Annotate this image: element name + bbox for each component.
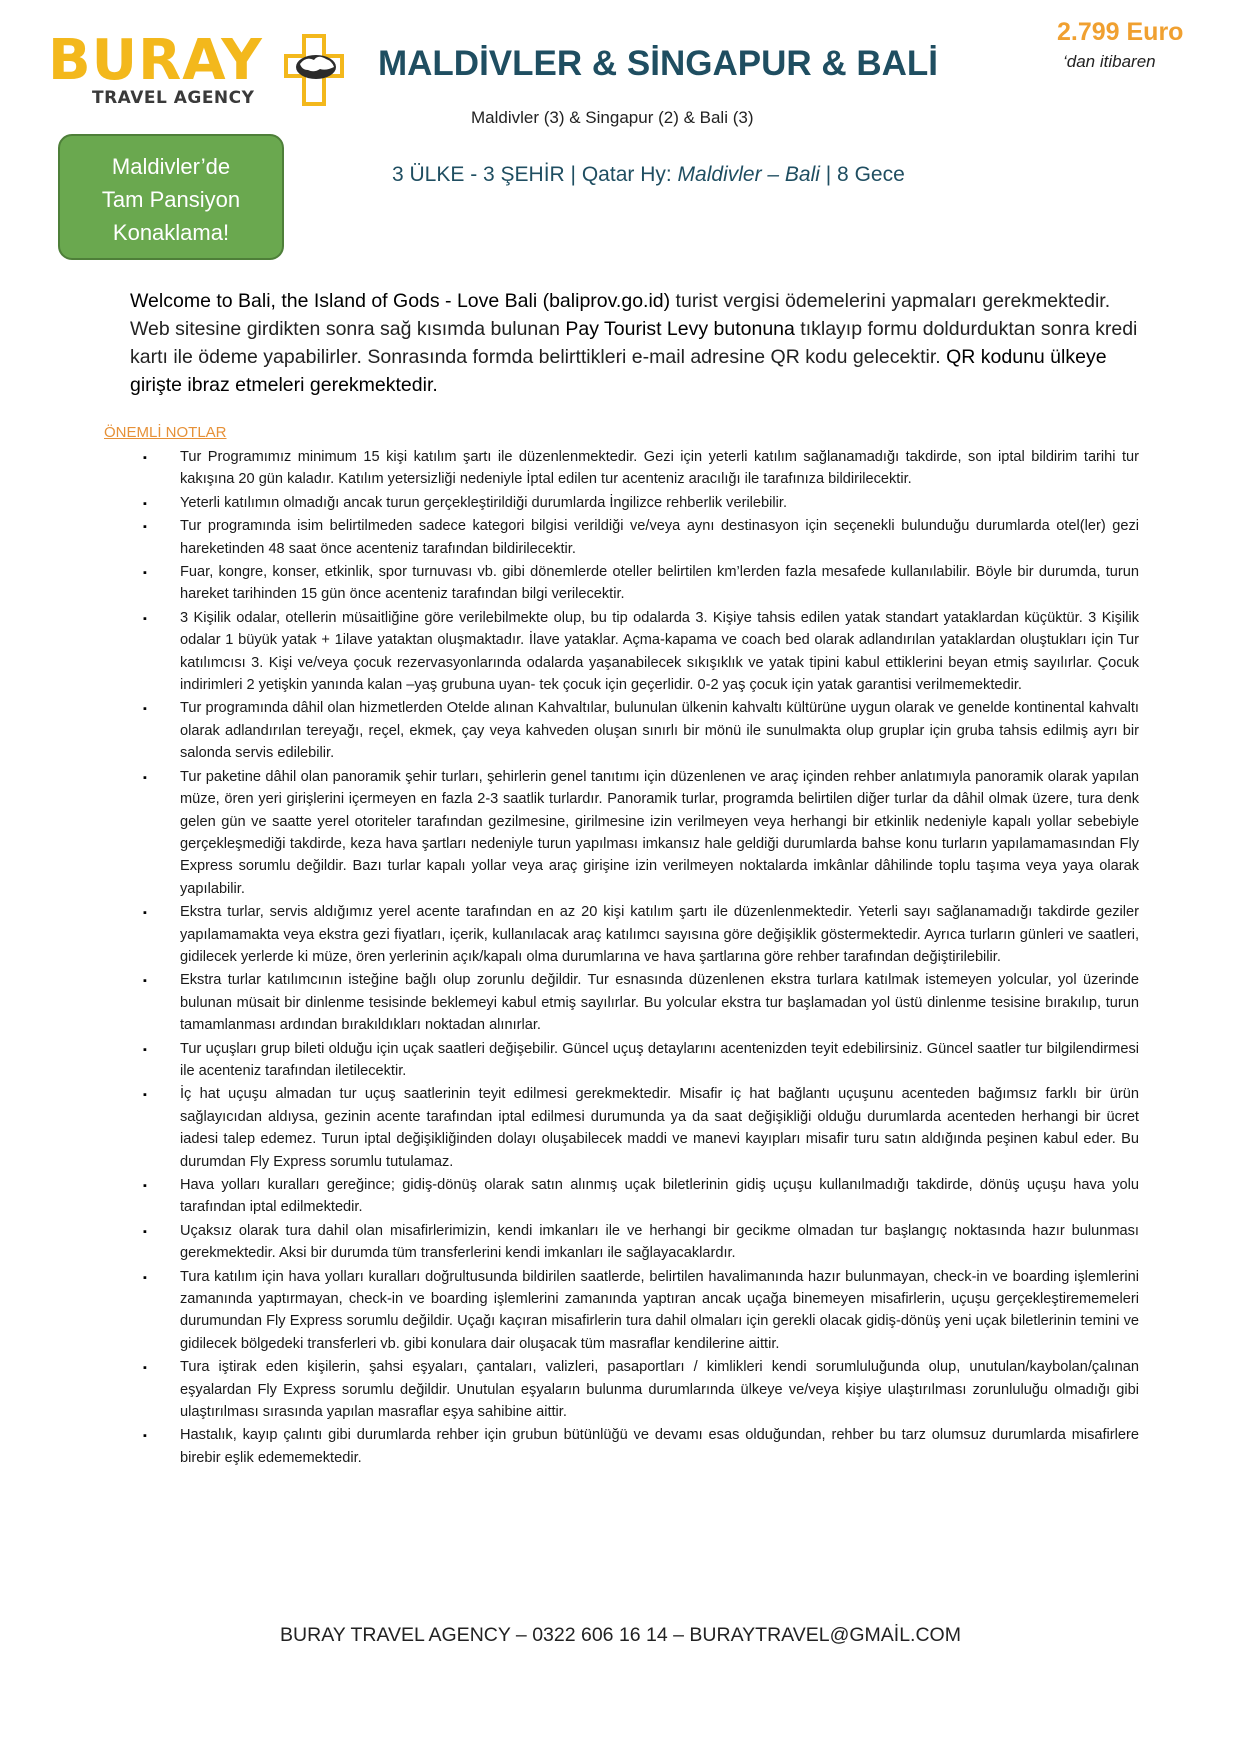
note-item — [128, 1424, 1139, 1469]
note-text: Uçaksız olarak tura dahil olan misafirlerimizin, kendi imkanları ile ve herhangi bir gecikme olmadan tur başlangıç noktasında hazır bulunması gerekmektedir. Aksi bir durumda tüm transferlerini kendi imkanları ile sağlayacaklardır. — [180, 1222, 1139, 1262]
page-title: MALDİVLER & SİNGAPUR & BALİ — [378, 44, 938, 83]
note-item — [128, 561, 1139, 606]
destination-nights: Maldivler (3) & Singapur (2) & Bali (3) — [471, 108, 754, 127]
note-item — [128, 1174, 1139, 1219]
square-bullet-icon: ▪ — [143, 1362, 147, 1375]
note-item — [128, 697, 1139, 764]
square-bullet-icon: ▪ — [143, 771, 147, 784]
company-logo — [48, 28, 348, 114]
square-bullet-icon: ▪ — [143, 1430, 147, 1443]
note-text: Tur paketine dâhil olan panoramik şehir turları, şehirlerin genel tanıtımı için düzenlenen ve araç içinden rehber anlatımıyla panoramik olarak yapılan müze, ören yeri girişlerini içermeyen en fazla 2-3 saatlik turlardır. Panoramik turlar, programda belirtilen diğer turlar da dâhil olmak üzere, tura denk gelen gün ve saatte yerel otoriteler tarafından gezilmesine, girilmesine izin verilmeyen veya herhangi bir etkinlik nedeniyle kapalı yollar sebebiyle gerçekleşmediği takdirde, keza hava şartları nedeniyle turun yapılması imkansız hale geldiği durumlarda bahse konu turların yapılamamasından Fly Express sorumlu değildir. Bazı turlar kapalı yollar veya araç girişine izin verilmeyen noktalarda imkânlar dâhilinde toplu taşıma veya yaya olarak yapılabilir. — [180, 768, 1139, 897]
square-bullet-icon: ▪ — [143, 567, 147, 580]
note-item — [128, 1266, 1139, 1356]
route-summary — [392, 163, 905, 187]
badge-line: Tam Pansiyon — [101, 187, 241, 212]
route-nights: | 8 Gece — [819, 163, 905, 186]
square-bullet-icon: ▪ — [143, 1089, 147, 1102]
logo-wordmark: BURAY — [48, 28, 263, 93]
price-amount: 2.799 Euro — [1057, 18, 1184, 46]
note-text: İç hat uçuşu almadan tur uçuş saatlerinin teyit edilmesi gerekmektedir. Misafir iç hat bağlantı uçuşunu acenteden bağımsız farklı bir ürün sağlayıcıdan aldıysa, gezinin acente tarafından iptal edilmesi durumunda ya da saat değişikliği olduğu durumlarda acenteden herhangi bir ücret iadesi talep edemez. Turun iptal değişikliğinden dolayı oluşabilecek maddi ve manevi kayıpları misafir turu satın aldığında peşinen kabul eder. Bu durumdan Fly Express sorumlu tutulamaz. — [180, 1086, 1139, 1170]
badge-line: Maldivler’de — [111, 154, 231, 179]
note-item — [128, 1220, 1139, 1265]
square-bullet-icon: ▪ — [143, 1043, 147, 1056]
square-bullet-icon: ▪ — [143, 612, 147, 625]
note-text: Yeterli katılımın olmadığı ancak turun gerçekleştirildiği durumlarda İngilizce rehberlik verilebilir. — [180, 494, 787, 511]
note-text: Tura katılım için hava yolları kuralları doğrultusunda bildirilen saatlerde, belirtilen havalimanında hazır bulunmayan, check-in ve boarding işlemlerini zamanında yaptırmayan, check-in ve boarding işlemlerini zamanında yaptıran ancak uçağa binemeyen misafirlerin, uçuşu gerçekleştirememeleri durumundan Fly Express sorumlu değildir. Uçağı kaçıran misafirlerin tura dahil olmaları için gerekli olacak gidiş-dönüş yeni uçak biletlerinin temini ve gidilecek bölgedeki transferleri vb. gibi konulara dair oluşacak tüm masraflar kendilerine aittir. — [180, 1268, 1139, 1352]
note-item — [128, 607, 1139, 697]
note-text: Hastalık, kayıp çalıntı gibi durumlarda rehber için grubun bütünlüğü ve devamı esas olduğundan, rehber bu tarz olumsuz durumlarda misafirlere birebir eşlik edememektedir. — [180, 1427, 1139, 1466]
note-item — [128, 1083, 1139, 1173]
square-bullet-icon: ▪ — [143, 521, 147, 534]
note-text: Tur uçuşları grup bileti olduğu için uçak saatleri değişebilir. Güncel uçuş detaylarını acentenizden teyit edebilirsiniz. Güncel saatler tur bilgilendirmesi ile acenteniz tarafından iletilecektir. — [180, 1040, 1139, 1079]
footer-contact: BURAY TRAVEL AGENCY – 0322 606 16 14 – BURAYTRAVEL@GMAİL.COM — [280, 1624, 961, 1646]
square-bullet-icon: ▪ — [143, 452, 147, 464]
square-bullet-icon: ▪ — [143, 1225, 147, 1238]
note-item — [128, 515, 1139, 560]
note-item — [128, 1038, 1139, 1083]
square-bullet-icon: ▪ — [143, 497, 147, 510]
pay-levy-button-ref: Pay Tourist Levy butonuna — [565, 318, 795, 340]
qr-requirement: QR kodunu ülkeye girişte ibraz etmeleri gerekmektedir. — [130, 346, 1107, 396]
note-item — [128, 446, 1139, 491]
note-text: Ekstra turlar katılımcının isteğine bağlı olup zorunlu değildir. Tur esnasında düzenlenen ekstra turlara katılmak istemeyen yolcular, yol üzerinde bulunan müsait bir dinlenme tesisinde beklemeyi kabul etmiş sayılırlar. Bu yolcular ekstra tur başlamadan yol üstü dinlenme tesisine bırakılıp, turun tamamlanması ardından bırakıldıkları noktadan alınırlar. — [180, 972, 1139, 1034]
note-item — [128, 1356, 1139, 1423]
full-board-badge — [58, 134, 284, 260]
bali-levy-notice — [130, 287, 1145, 399]
note-text: Tur programında isim belirtilmeden sadece kategori bilgisi verildiği ve/veya aynı destinasyon için seçenekli bulunduğu durumlarda otel(ler) gezi hareketinden 48 saat önce acenteniz tarafından bildirilecektir. — [180, 518, 1139, 557]
notice-text: tıklayıp formu doldurduktan sonra kredi kartı ile ödeme yapabilirler. Sonrasında formda belirttikleri e-mail adresine QR kodu gelecektir. — [130, 318, 1138, 368]
note-item — [128, 969, 1139, 1036]
route-airline-route: Maldivler – Bali — [677, 163, 820, 186]
route-prefix: 3 ÜLKE - 3 ŞEHİR | Qatar Hy: — [392, 163, 678, 186]
note-text: Fuar, kongre, konser, etkinlik, spor turnuvası vb. gibi dönemlerde oteller belirtilen km’lerden fazla mesafede kullanılabilir. Böyle bir durumda, turun hareket tarihinden 15 gün önce acenteniz tarafından bilgi verilecektir. — [180, 564, 1139, 603]
important-notes-list — [128, 446, 1139, 1470]
note-item — [128, 492, 1139, 514]
note-text: Tur programında dâhil olan hizmetlerden Otelde alınan Kahvaltılar, bulunulan ülkenin kahvaltı kültürüne uygun olarak ve genelde kontinental kahvaltı olarak adlandırılan tereyağı, reçel, ekmek, çay veya kahveden oluşan sınırlı bir mönü ile sunulmakta olup gruplar için gruba tahsis edilmiş ayrı bir salonda servis edilebilir. — [180, 700, 1139, 762]
badge-line: Konaklama! — [112, 220, 230, 245]
price-note: ‘dan itibaren — [1063, 52, 1156, 71]
note-text: 3 Kişilik odalar, otellerin müsaitliğine göre verilebilmekte olup, bu tip odalarda 3. Kişiye tahsis edilen yatak standart yataklardan küçüktür. 3 Kişilik odalar 1 büyük yatak + 1ilave yataktan oluşmaktadır. İlave yataklar. Açma-kapama ve coach bed olarak adlandırılan yataklardan oluştukları için Tur katılımcısı 3. Kişi ve/veya çocuk rezervasyonlarında odalarda yaşanabilecek sıkışıklık ve yatak tipini kabul ettiklerini beyan etmiş sayılırlar. Çocuk indirimleri 2 yetişkin yanında kalan –yaş grubuna uyan- tek çocuk için geçerlidir. 0-2 yaş çocuk için yatak garantisi verilmemektedir. — [180, 609, 1139, 694]
plus-cross-globe-icon — [284, 34, 344, 106]
square-bullet-icon: ▪ — [143, 1271, 147, 1284]
bali-levy-site: Welcome to Bali, the Island of Gods - Love Bali (baliprov.go.id) — [130, 290, 671, 312]
square-bullet-icon: ▪ — [143, 975, 147, 988]
note-text: Hava yolları kuralları gereğince; gidiş-dönüş olarak satın alınmış uçak biletlerinin gidiş uçuşu kullanılmadığı takdirde, dönüş uçuşu hava yolu tarafından iptal edilmektedir. — [180, 1177, 1139, 1216]
notice-text: turist vergisi ödemelerini yapmaları gerekmektedir. Web sitesine girdikten sonra sağ kısımda bulunan — [130, 290, 1111, 340]
note-text: Ekstra turlar, servis aldığımız yerel acente tarafından en az 20 kişi katılım şartı ile düzenlenmektedir. Yeterli sayı sağlanamadığı takdirde geziler yapılamamakta veya ekstra gezi fiyatları, içerik, kullanılacak araç katılımcı sayısına göre değişiklik göstermektedir. Ayrıca turların günleri ve saatleri, gidilecek yerlerde ki müze, ören yerlerinin açık/kapalı olma durumlarına ve hava şartlarına göre rehber tarafından değiştirilebilir. — [180, 904, 1139, 965]
note-item — [128, 901, 1139, 968]
square-bullet-icon: ▪ — [143, 1180, 147, 1192]
important-notes-heading: ÖNEMLİ NOTLAR — [104, 424, 227, 441]
logo-subtext: TRAVEL AGENCY — [92, 88, 255, 108]
note-item — [128, 766, 1139, 900]
square-bullet-icon: ▪ — [143, 703, 147, 716]
square-bullet-icon: ▪ — [143, 907, 147, 920]
note-text: Tur Programımız minimum 15 kişi katılım şartı ile düzenlenmektedir. Gezi için yeterli katılım sağlanamadığı takdirde, son iptal bildirim tarihi tur kakışına 20 gün kaladır. Katılım yetersizliği nedeniyle İptal edilen tur acenteniz aracılığı ile tarafınıza bildirilecektir. — [180, 449, 1139, 488]
note-text: Tura iştirak eden kişilerin, şahsi eşyaları, çantaları, valizleri, pasaportları / kimlikleri kendi sorumluluğunda olup, unutulan/kaybolan/çalınan eşyalardan Fly Express sorumlu değildir. Unutulan eşyaların bulunma durumlarında ülkeye ve/veya kişiye ulaştırılması zorunluluğu olmadığı gibi ulaştırılması sırasında yapılan masraflar eşya sahibine aittir. — [180, 1359, 1139, 1421]
